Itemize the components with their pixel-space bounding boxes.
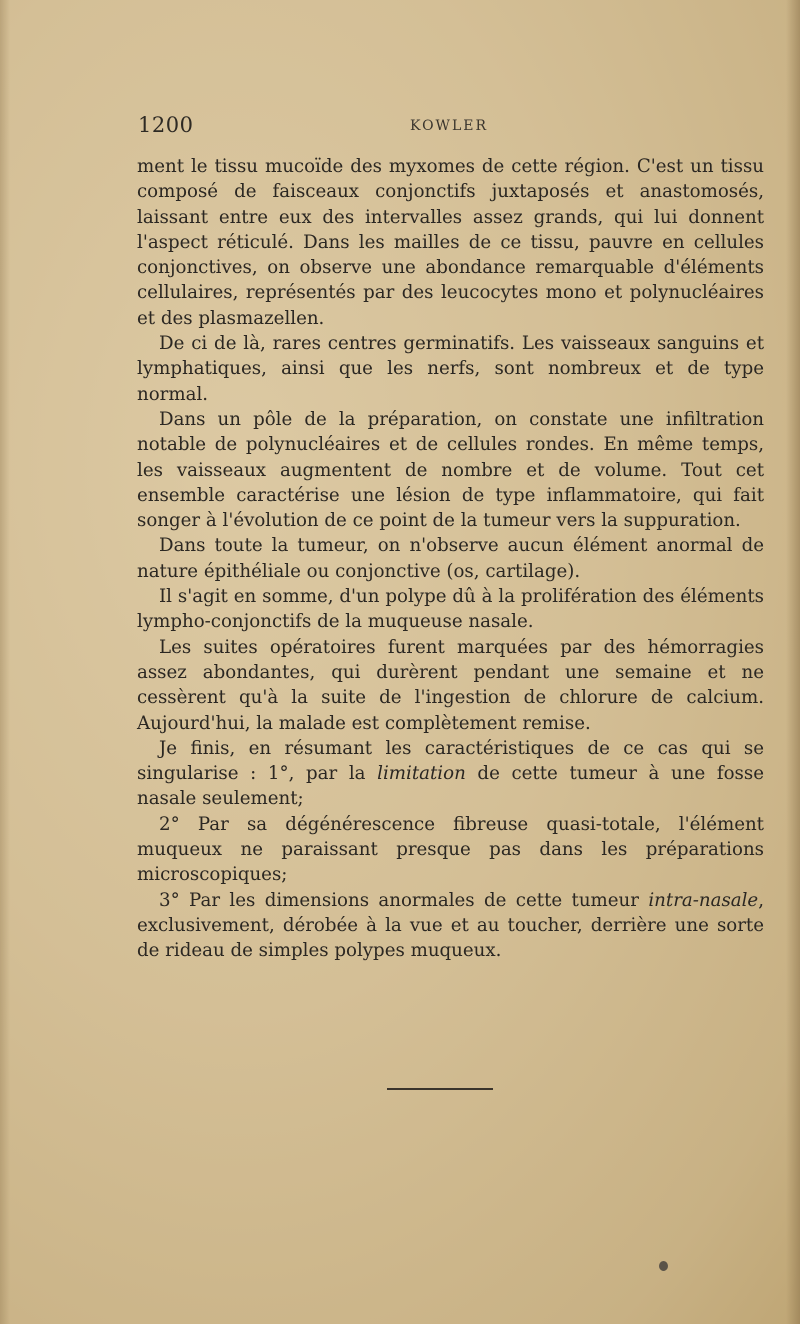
paragraph-9-emphasis: intra-nasale xyxy=(648,889,759,911)
page-number: 1200 xyxy=(138,113,194,137)
running-head: KOWLER xyxy=(410,118,489,134)
paragraph-7 xyxy=(137,736,764,812)
paragraph-1: ment le tissu mucoïde des myxomes de cette région. C'est un tissu composé de faisceaux conjonctifs juxtaposés et anastomosés, laissant entre eux des intervalles assez grands, qui lui donnent l'aspect réticulé. Dans les mailles de ce tissu, pauvre en cellules conjonctives, on observe une abondance remarquable d'éléments cellulaires, représentés par des leucocytes mono et polynucléaires et des plasmazellen. xyxy=(137,156,764,329)
ink-speck xyxy=(659,1261,668,1271)
paragraph-9-text-a: 3° Par les dimensions anormales de cette tumeur xyxy=(159,889,649,911)
paragraph-9 xyxy=(137,888,764,964)
page-shadow-left xyxy=(0,0,10,1324)
section-end-rule xyxy=(387,1088,493,1090)
paragraph-6: Les suites opératoires furent marquées par des hémorragies assez abondantes, qui durèrent pendant une semaine et ne cessèrent qu'à la suite de l'ingestion de chlorure de calcium. Aujourd'hui, la malade est complètement remise. xyxy=(137,636,764,734)
paragraph-4: Dans toute la tumeur, on n'observe aucun élément anormal de nature épithéliale ou conjonctive (os, cartilage). xyxy=(137,535,764,582)
paragraph-7-text-a: Je finis, en résumant les caractéristiques de ce cas qui se singularise : 1°, par la xyxy=(137,737,764,785)
body-text xyxy=(137,154,764,964)
paragraph-2: De ci de là, rares centres germinatifs. Les vaisseaux sanguins et lymphatiques, ainsi que les nerfs, sont nombreux et de type normal. xyxy=(137,333,764,405)
paragraph-8: 2° Par sa dégénérescence fibreuse quasi-totale, l'élément muqueux ne paraissant presque pas dans les préparations microscopiques; xyxy=(137,813,764,886)
page-header xyxy=(138,113,762,141)
paragraph-7-text-b: de cette tumeur à une fosse nasale seulement; xyxy=(137,763,764,810)
paragraph-5: Il s'agit en somme, d'un polype dû à la prolifération des éléments lympho-conjonctifs de la muqueuse nasale. xyxy=(137,586,764,633)
paragraph-9-text-b: , exclusivement, dérobée à la vue et au toucher, derrière une sorte de rideau de simples polypes muqueux. xyxy=(137,889,764,962)
page-shadow-right xyxy=(786,0,800,1324)
paragraph-7-emphasis: limitation xyxy=(377,763,466,785)
paragraph-3: Dans un pôle de la préparation, on constate une infiltration notable de polynucléaires et de cellules rondes. En même temps, les vaisseaux augmentent de nombre et de volume. Tout cet ensemble caractérise une lésion de type inflammatoire, qui fait songer à l'évolution de ce point de la tumeur vers la suppuration. xyxy=(137,408,764,532)
